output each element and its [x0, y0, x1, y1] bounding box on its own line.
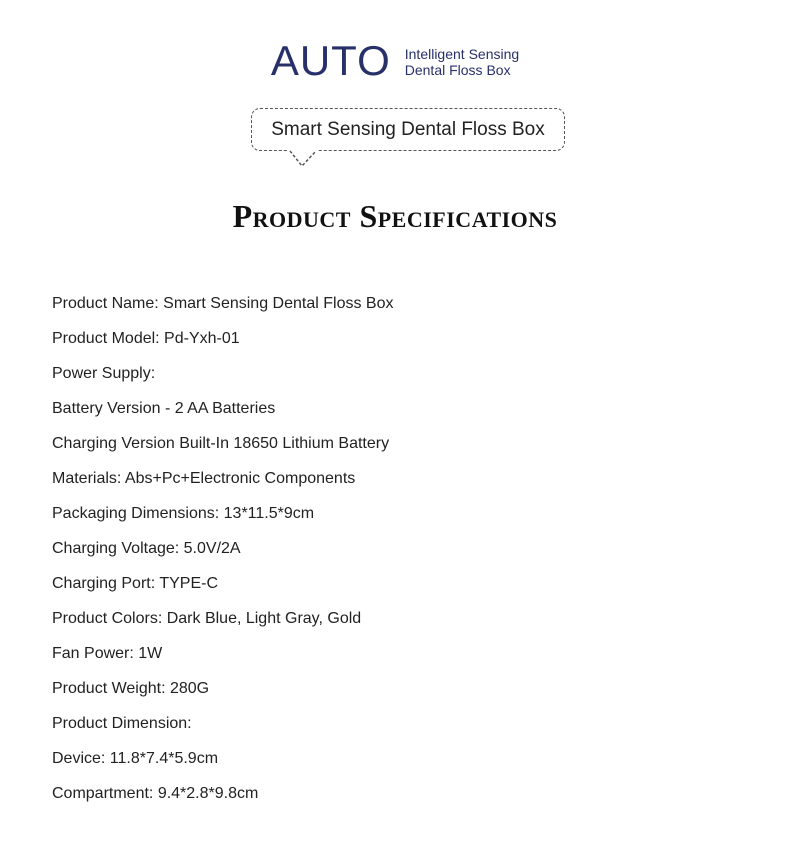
spec-item: Power Supply: — [52, 365, 156, 382]
speech-bubble-tail-icon — [288, 149, 318, 169]
spec-list — [52, 286, 393, 811]
brand-header — [0, 38, 790, 84]
spec-item: Product Name: Smart Sensing Dental Floss Box — [52, 295, 394, 312]
section-title: Product Specifications — [232, 198, 558, 234]
spec-item: Device: 11.8*7.4*5.9cm — [52, 750, 219, 767]
spec-item: Battery Version - 2 AA Batteries — [52, 400, 276, 417]
spec-item: Product Weight: 280G — [52, 680, 210, 697]
spec-item: Fan Power: 1W — [52, 645, 163, 662]
brand-tagline-line2: Dental Floss Box — [404, 62, 511, 78]
speech-bubble-text: Smart Sensing Dental Floss Box — [271, 118, 545, 140]
brand-logo: AUTO — [270, 37, 391, 84]
spec-item: Charging Voltage: 5.0V/2A — [52, 540, 241, 557]
brand-tagline — [405, 46, 519, 78]
spec-item: Product Dimension: — [52, 715, 192, 732]
spec-item: Charging Version Built-In 18650 Lithium Battery — [52, 435, 390, 452]
spec-item: Compartment: 9.4*2.8*9.8cm — [52, 785, 259, 802]
brand-tagline-line1: Intelligent Sensing — [404, 46, 520, 62]
spec-item: Product Model: Pd-Yxh-01 — [52, 330, 240, 347]
spec-item: Packaging Dimensions: 13*11.5*9cm — [52, 505, 315, 522]
spec-item: Materials: Abs+Pc+Electronic Components — [52, 470, 356, 487]
speech-bubble — [251, 108, 565, 151]
spec-item: Product Colors: Dark Blue, Light Gray, Gold — [52, 610, 362, 627]
spec-item: Charging Port: TYPE-C — [52, 575, 218, 592]
